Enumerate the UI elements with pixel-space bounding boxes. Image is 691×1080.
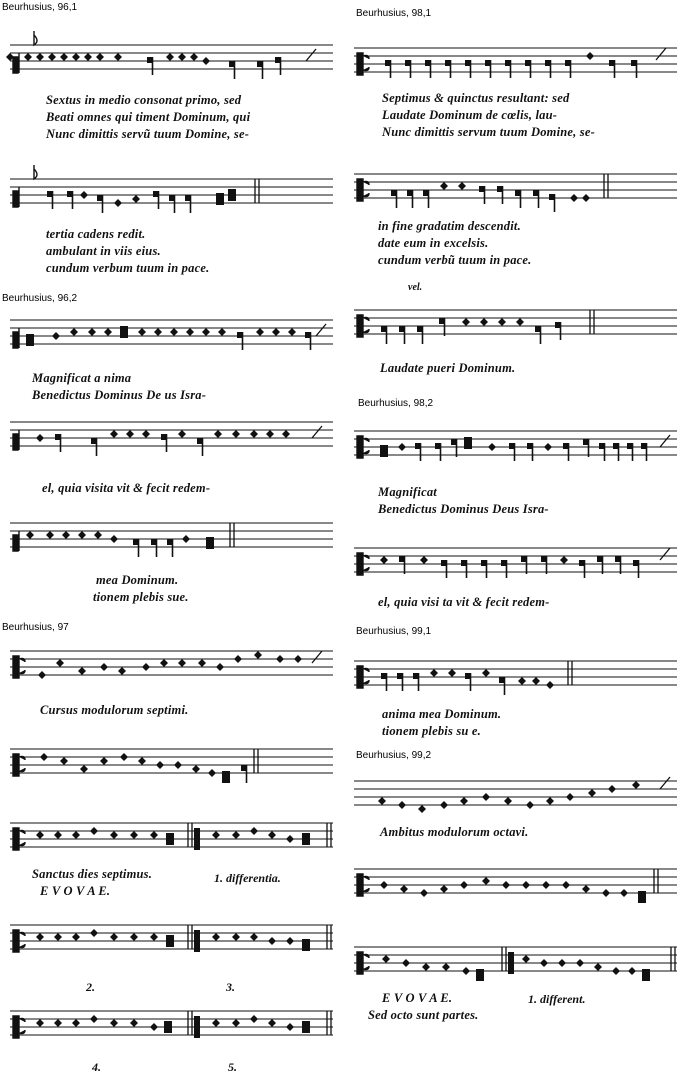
diamond-note-icon — [138, 757, 146, 765]
diamond-note-icon — [448, 669, 456, 677]
diamond-note-icon — [546, 681, 554, 689]
lyrics-99-2-line-3 — [368, 990, 479, 1024]
diamond-note-icon — [182, 535, 190, 543]
diamond-note-icon — [420, 889, 428, 897]
long-note-icon — [228, 189, 236, 201]
long-note-icon — [166, 833, 174, 845]
lyric-line: Magnificat a nima — [32, 371, 132, 385]
custos-icon — [312, 426, 322, 438]
lyric-line: E V O V A E. — [382, 991, 453, 1005]
staff-99-1-line-1 — [354, 648, 679, 698]
custos-icon — [306, 49, 316, 61]
diamond-note-icon — [250, 430, 258, 438]
lyric-line: el, quia visita vit & fecit redem- — [42, 481, 211, 495]
music-staff — [10, 312, 335, 352]
diamond-note-icon — [522, 881, 530, 889]
staff-98-1-line-2 — [354, 162, 679, 210]
staff-96-2-line-2 — [10, 414, 335, 454]
source-label-99-1: Beurhusius, 99,1 — [356, 626, 432, 637]
lyrics-99-2-line-1 — [380, 824, 528, 841]
diamond-note-icon — [232, 831, 240, 839]
diamond-note-icon — [286, 1023, 294, 1031]
diamond-note-icon — [250, 827, 258, 835]
staff-96-2-line-1 — [10, 312, 335, 352]
c-clef-icon — [194, 930, 200, 952]
diamond-note-icon — [460, 881, 468, 889]
diamond-note-icon — [620, 889, 628, 897]
diamond-note-icon — [576, 959, 584, 967]
diamond-note-icon — [440, 801, 448, 809]
diamond-note-icon — [90, 1015, 98, 1023]
diamond-note-icon — [582, 194, 590, 202]
number-label-3: 3. — [226, 980, 235, 994]
diamond-note-icon — [546, 797, 554, 805]
source-label-97: Beurhusius, 97 — [2, 622, 69, 633]
diamond-note-icon — [420, 556, 428, 564]
custos-icon — [660, 435, 670, 447]
diamond-note-icon — [150, 933, 158, 941]
diamond-note-icon — [398, 443, 406, 451]
diamond-note-icon — [480, 318, 488, 326]
lyric-line: Septimus & quinctus resultant: sed — [382, 91, 570, 105]
diamond-note-icon — [96, 53, 104, 61]
diamond-note-icon — [440, 885, 448, 893]
f-clef-icon — [13, 531, 19, 551]
lyric-line: anima mea Dominum. — [382, 707, 502, 721]
f-clef-icon — [13, 187, 19, 207]
lyric-line: Beati omnes qui timent Dominum, qui — [46, 110, 251, 124]
music-staff — [10, 736, 335, 786]
diamond-note-icon — [62, 531, 70, 539]
diamond-note-icon — [282, 430, 290, 438]
source-label-98-1: Beurhusius, 98,1 — [356, 8, 432, 19]
diamond-note-icon — [256, 328, 264, 336]
diamond-note-icon — [234, 655, 242, 663]
number-label-4: 4. — [92, 1060, 101, 1074]
diamond-note-icon — [24, 53, 32, 61]
diamond-note-icon — [60, 757, 68, 765]
source-label-99-2: Beurhusius, 99,2 — [356, 750, 432, 761]
diamond-note-icon — [190, 53, 198, 61]
diamond-note-icon — [178, 53, 186, 61]
long-note-icon — [222, 771, 230, 783]
lyric-line: Benedictus Dominus Deus Isra- — [378, 502, 549, 516]
staff-99-2-line-1 — [354, 770, 679, 816]
diamond-note-icon — [130, 831, 138, 839]
diamond-note-icon — [110, 831, 118, 839]
long-note-icon — [166, 935, 174, 947]
diamond-note-icon — [594, 963, 602, 971]
f-clef-icon — [13, 430, 19, 450]
diamond-note-icon — [250, 933, 258, 941]
music-staff — [10, 26, 335, 88]
diamond-note-icon — [628, 967, 636, 975]
lyric-line: tionem plebis su e. — [382, 724, 481, 738]
diamond-note-icon — [268, 831, 276, 839]
lyric-line: ambulant in viis eius. — [46, 244, 161, 258]
diamond-note-icon — [272, 328, 280, 336]
diamond-note-icon — [56, 659, 64, 667]
long-note-icon — [164, 1021, 172, 1033]
music-staff — [354, 540, 679, 580]
diamond-note-icon — [602, 889, 610, 897]
lyrics-97-line-3 — [32, 866, 152, 900]
diamond-note-icon — [154, 328, 162, 336]
custos-icon — [316, 324, 326, 336]
diamond-note-icon — [70, 328, 78, 336]
diamond-note-icon — [442, 963, 450, 971]
diamond-note-icon — [130, 1019, 138, 1027]
diamond-note-icon — [460, 797, 468, 805]
diamond-note-icon — [532, 677, 540, 685]
flat-icon — [34, 165, 37, 179]
lyrics-98-1-line-2 — [378, 218, 532, 269]
diamond-note-icon — [422, 963, 430, 971]
diamond-note-icon — [218, 328, 226, 336]
diamond-note-icon — [398, 801, 406, 809]
staff-98-1-line-3 — [354, 302, 679, 342]
diamond-note-icon — [198, 659, 206, 667]
diamond-note-icon — [378, 797, 386, 805]
long-note-icon — [464, 437, 472, 449]
lyric-line: Benedictus Dominus De us Isra- — [32, 388, 207, 402]
lyric-line: Nunc dimittis servum tuum Domine, se- — [382, 125, 595, 139]
diamond-note-icon — [110, 933, 118, 941]
diamond-note-icon — [72, 831, 80, 839]
diamond-note-icon — [52, 332, 60, 340]
lyric-line: tionem plebis sue. — [93, 590, 189, 604]
lyric-line: Magnificat — [378, 485, 437, 499]
staff-96-1-line-2 — [10, 160, 335, 222]
diamond-note-icon — [90, 929, 98, 937]
diamond-note-icon — [26, 531, 34, 539]
music-staff — [10, 512, 335, 558]
lyrics-96-1-line-1 — [46, 92, 250, 143]
diamond-note-icon — [54, 1019, 62, 1027]
diamond-note-icon — [582, 885, 590, 893]
long-note-icon — [302, 833, 310, 845]
long-note-icon — [638, 891, 646, 903]
number-label-5: 5. — [228, 1060, 237, 1074]
vel-label: vel. — [408, 282, 423, 293]
diamond-note-icon — [558, 959, 566, 967]
long-note-icon — [120, 326, 128, 338]
diamond-note-icon — [482, 877, 490, 885]
diamond-note-icon — [482, 793, 490, 801]
diamond-note-icon — [286, 937, 294, 945]
diamond-note-icon — [212, 831, 220, 839]
diamond-note-icon — [440, 182, 448, 190]
diamond-note-icon — [462, 318, 470, 326]
music-staff — [354, 302, 679, 342]
c-clef-icon — [194, 828, 200, 850]
diamond-note-icon — [110, 430, 118, 438]
music-staff — [10, 812, 335, 858]
diamond-note-icon — [544, 443, 552, 451]
diamond-note-icon — [294, 655, 302, 663]
diamond-note-icon — [100, 663, 108, 671]
diamond-note-icon — [498, 318, 506, 326]
diamond-note-icon — [138, 328, 146, 336]
lyric-line: date eum in excelsis. — [378, 236, 489, 250]
custos-icon — [656, 48, 666, 60]
source-label-98-2: Beurhusius, 98,2 — [358, 398, 434, 409]
diamond-note-icon — [570, 194, 578, 202]
diamond-note-icon — [542, 881, 550, 889]
long-note-icon — [642, 969, 650, 981]
staff-99-2-line-2 — [354, 856, 679, 906]
source-label-96-1: Beurhusius, 96,1 — [2, 2, 78, 13]
diamond-note-icon — [216, 663, 224, 671]
different-label: 1. different. — [528, 992, 586, 1006]
diamond-note-icon — [118, 667, 126, 675]
staff-97-line-2 — [10, 736, 335, 786]
diamond-note-icon — [142, 430, 150, 438]
source-label-96-2: Beurhusius, 96,2 — [2, 293, 78, 304]
lyric-line: Cursus modulorum septimi. — [40, 703, 189, 717]
long-note-icon — [206, 537, 214, 549]
staff-97-line-3 — [10, 812, 335, 858]
lyrics-96-2-line-3 — [93, 572, 189, 606]
diamond-note-icon — [104, 328, 112, 336]
diamond-note-icon — [586, 52, 594, 60]
diamond-note-icon — [268, 937, 276, 945]
lyrics-98-2-line-2 — [378, 594, 550, 611]
diamond-note-icon — [72, 1019, 80, 1027]
diamond-note-icon — [94, 531, 102, 539]
lyric-line: Laudate Dominum de cœlis, lau- — [382, 108, 558, 122]
diamond-note-icon — [502, 881, 510, 889]
diamond-note-icon — [608, 785, 616, 793]
diamond-note-icon — [232, 430, 240, 438]
diamond-note-icon — [166, 53, 174, 61]
diamond-note-icon — [566, 793, 574, 801]
diamond-note-icon — [286, 835, 294, 843]
music-staff — [354, 40, 679, 80]
diamond-note-icon — [504, 797, 512, 805]
diamond-note-icon — [160, 659, 168, 667]
diamond-note-icon — [488, 443, 496, 451]
long-note-icon — [216, 193, 224, 205]
diamond-note-icon — [126, 430, 134, 438]
diamond-note-icon — [48, 53, 56, 61]
staff-97-line-5 — [10, 1000, 335, 1046]
lyrics-98-1-line-1 — [382, 90, 595, 141]
diamond-note-icon — [54, 831, 62, 839]
music-staff — [354, 420, 679, 466]
diamond-note-icon — [462, 967, 470, 975]
staff-96-2-line-3 — [10, 512, 335, 558]
diamond-note-icon — [192, 765, 200, 773]
c-clef-icon — [194, 1016, 200, 1038]
f-clef-icon — [13, 53, 19, 73]
diamond-note-icon — [78, 531, 86, 539]
diamond-note-icon — [178, 659, 186, 667]
diamond-note-icon — [114, 199, 122, 207]
flat-icon — [34, 31, 37, 45]
diamond-note-icon — [562, 881, 570, 889]
diamond-note-icon — [84, 53, 92, 61]
diamond-note-icon — [150, 831, 158, 839]
diamond-note-icon — [402, 959, 410, 967]
lyrics-99-1 — [382, 706, 501, 740]
lyric-line: mea Dominum. — [96, 573, 179, 587]
diamond-note-icon — [254, 651, 262, 659]
long-note-icon — [476, 969, 484, 981]
custos-icon — [660, 777, 670, 789]
long-note-icon — [302, 1021, 310, 1033]
diamond-note-icon — [526, 801, 534, 809]
diamond-note-icon — [268, 1019, 276, 1027]
staff-99-2-line-3 — [354, 934, 679, 984]
diamond-note-icon — [90, 827, 98, 835]
diamond-note-icon — [114, 53, 122, 61]
diamond-note-icon — [120, 753, 128, 761]
staff-98-1-line-1 — [354, 40, 679, 80]
staff-98-2-line-1 — [354, 420, 679, 466]
diamond-note-icon — [46, 531, 54, 539]
diamond-note-icon — [214, 430, 222, 438]
custos-icon — [660, 548, 670, 560]
diamond-note-icon — [250, 1015, 258, 1023]
lyrics-96-2-line-2 — [42, 480, 210, 497]
diamond-note-icon — [156, 761, 164, 769]
lyrics-96-2-line-1 — [32, 370, 206, 404]
diamond-note-icon — [72, 53, 80, 61]
music-staff — [10, 914, 335, 960]
lyrics-98-2-line-1 — [378, 484, 549, 518]
diamond-note-icon — [202, 328, 210, 336]
diamond-note-icon — [132, 195, 140, 203]
long-note-icon — [380, 445, 388, 457]
diamond-note-icon — [80, 191, 88, 199]
lyric-line: Sextus in medio consonat primo, sed — [46, 93, 242, 107]
music-staff — [354, 162, 679, 210]
diamond-note-icon — [150, 1023, 158, 1031]
diamond-note-icon — [36, 1019, 44, 1027]
c-clef-icon — [508, 952, 514, 974]
f-clef-icon — [13, 328, 19, 348]
music-staff — [354, 648, 679, 698]
long-note-icon — [302, 939, 310, 951]
diamond-note-icon — [78, 667, 86, 675]
differentia-label: 1. differentia. — [214, 871, 281, 885]
diamond-note-icon — [266, 430, 274, 438]
lyrics-96-1-line-2 — [46, 226, 209, 277]
diamond-note-icon — [540, 959, 548, 967]
number-label-2: 2. — [86, 980, 95, 994]
diamond-note-icon — [560, 556, 568, 564]
lyric-line: in fine gradatim descendit. — [378, 219, 521, 233]
lyrics-98-1-line-3 — [380, 360, 515, 377]
lyric-line: Laudate pueri Dominum. — [380, 361, 516, 375]
diamond-note-icon — [208, 769, 216, 777]
diamond-note-icon — [36, 53, 44, 61]
lyric-line: tertia cadens redit. — [46, 227, 146, 241]
lyric-line: el, quia visi ta vit & fecit redem- — [378, 595, 550, 609]
diamond-note-icon — [110, 535, 118, 543]
diamond-note-icon — [212, 933, 220, 941]
diamond-note-icon — [88, 328, 96, 336]
diamond-note-icon — [632, 781, 640, 789]
diamond-note-icon — [60, 53, 68, 61]
staff-96-1-line-1 — [10, 26, 335, 88]
diamond-note-icon — [612, 967, 620, 975]
staff-97-line-1 — [10, 640, 335, 686]
lyric-line: Ambitus modulorum octavi. — [380, 825, 529, 839]
diamond-note-icon — [418, 805, 426, 813]
diamond-note-icon — [100, 757, 108, 765]
diamond-note-icon — [72, 933, 80, 941]
diamond-note-icon — [518, 677, 526, 685]
diamond-note-icon — [80, 765, 88, 773]
diamond-note-icon — [588, 789, 596, 797]
diamond-note-icon — [36, 434, 44, 442]
diamond-note-icon — [382, 955, 390, 963]
long-note-icon — [26, 334, 34, 346]
staff-97-line-4 — [10, 914, 335, 960]
diamond-note-icon — [186, 328, 194, 336]
diamond-note-icon — [170, 328, 178, 336]
diamond-note-icon — [178, 430, 186, 438]
music-staff — [10, 160, 335, 222]
diamond-note-icon — [36, 831, 44, 839]
diamond-note-icon — [400, 885, 408, 893]
lyric-line: cundum verbum tuum in pace. — [46, 261, 210, 275]
diamond-note-icon — [380, 881, 388, 889]
lyric-line: Sed octo sunt partes. — [368, 1008, 479, 1022]
diamond-note-icon — [458, 182, 466, 190]
diamond-note-icon — [36, 933, 44, 941]
lyric-line: Nunc dimittis servũ tuum Domine, se- — [46, 127, 250, 141]
diamond-note-icon — [202, 57, 210, 65]
diamond-note-icon — [288, 328, 296, 336]
custos-icon — [312, 651, 322, 663]
music-staff — [354, 856, 679, 906]
diamond-note-icon — [54, 933, 62, 941]
diamond-note-icon — [482, 669, 490, 677]
diamond-note-icon — [38, 671, 46, 679]
music-staff — [10, 1000, 335, 1046]
diamond-note-icon — [516, 318, 524, 326]
diamond-note-icon — [130, 933, 138, 941]
music-staff — [10, 414, 335, 454]
diamond-note-icon — [430, 669, 438, 677]
diamond-note-icon — [276, 655, 284, 663]
lyric-line: E V O V A E. — [40, 884, 111, 898]
diamond-note-icon — [174, 761, 182, 769]
lyric-line: Sanctus dies septimus. — [32, 867, 153, 881]
diamond-note-icon — [232, 1019, 240, 1027]
diamond-note-icon — [212, 1019, 220, 1027]
diamond-note-icon — [142, 663, 150, 671]
music-staff — [354, 770, 679, 816]
lyrics-97-line-1 — [40, 702, 188, 719]
diamond-note-icon — [110, 1019, 118, 1027]
diamond-note-icon — [232, 933, 240, 941]
music-staff — [10, 640, 335, 686]
music-staff — [354, 934, 679, 984]
diamond-note-icon — [522, 955, 530, 963]
staff-98-2-line-2 — [354, 540, 679, 580]
lyric-line: cundum verbũ tuum in pace. — [378, 253, 532, 267]
diamond-note-icon — [40, 753, 48, 761]
diamond-note-icon — [380, 556, 388, 564]
